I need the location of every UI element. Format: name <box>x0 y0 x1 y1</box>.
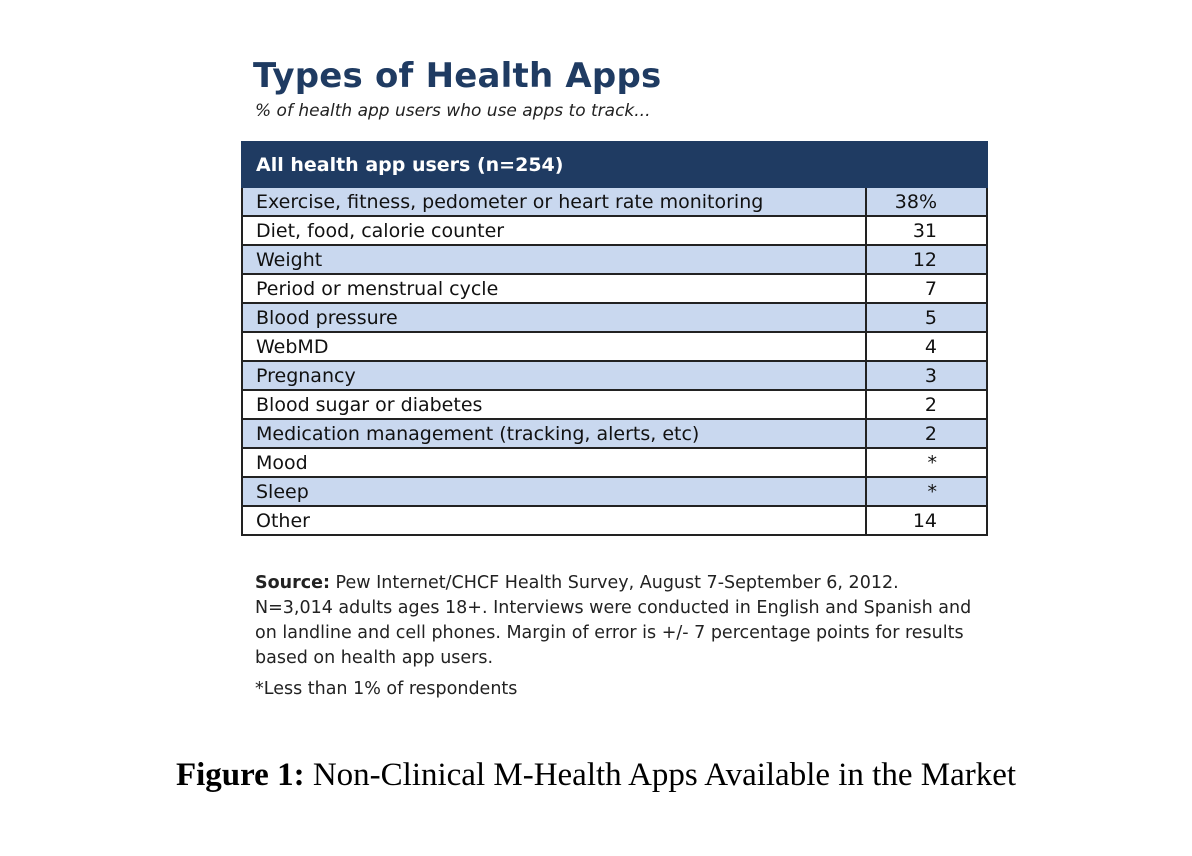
row-label: WebMD <box>242 332 866 361</box>
row-value: 38% <box>866 187 987 216</box>
row-label: Other <box>242 506 866 535</box>
table-row <box>242 216 987 245</box>
source-label: Source: <box>255 573 330 593</box>
row-label: Weight <box>242 245 866 274</box>
row-label: Sleep <box>242 477 866 506</box>
table-row <box>242 245 987 274</box>
row-value: 12 <box>866 245 987 274</box>
row-value: 7 <box>866 274 987 303</box>
row-value: 3 <box>866 361 987 390</box>
table-row <box>242 361 987 390</box>
table-row <box>242 390 987 419</box>
row-value: * <box>866 448 987 477</box>
row-value: 5 <box>866 303 987 332</box>
table-row <box>242 419 987 448</box>
table-row <box>242 506 987 535</box>
chart-title: Types of Health Apps <box>253 56 662 96</box>
table-row <box>242 187 987 216</box>
row-label: Medication management (tracking, alerts, etc) <box>242 419 866 448</box>
table-row <box>242 303 987 332</box>
source-note <box>255 571 975 671</box>
figure-caption <box>0 757 1192 794</box>
table-row <box>242 448 987 477</box>
row-value: 4 <box>866 332 987 361</box>
row-label: Blood sugar or diabetes <box>242 390 866 419</box>
row-value: 14 <box>866 506 987 535</box>
table-row <box>242 274 987 303</box>
table-header-cell: All health app users (n=254) <box>242 142 987 187</box>
row-label: Pregnancy <box>242 361 866 390</box>
source-text: Pew Internet/CHCF Health Survey, August 7-September 6, 2012. N=3,014 adults ages 18+. Interviews were conducted in English and Spanish and on landline and cell phones. Margin of error is +/- 7 percentage points for results based on health app users. <box>255 573 972 668</box>
table-header-row <box>242 142 987 187</box>
footnote: *Less than 1% of respondents <box>255 679 518 699</box>
row-label: Blood pressure <box>242 303 866 332</box>
health-apps-table <box>241 141 988 536</box>
row-label: Exercise, fitness, pedometer or heart rate monitoring <box>242 187 866 216</box>
caption-text: Non-Clinical M-Health Apps Available in the Market <box>304 757 1017 793</box>
row-value: 2 <box>866 419 987 448</box>
table-row <box>242 332 987 361</box>
row-label: Period or menstrual cycle <box>242 274 866 303</box>
row-value: * <box>866 477 987 506</box>
row-label: Diet, food, calorie counter <box>242 216 866 245</box>
chart-subtitle: % of health app users who use apps to track... <box>255 101 651 121</box>
table-row <box>242 477 987 506</box>
row-label: Mood <box>242 448 866 477</box>
caption-label: Figure 1: <box>175 757 305 793</box>
row-value: 31 <box>866 216 987 245</box>
row-value: 2 <box>866 390 987 419</box>
